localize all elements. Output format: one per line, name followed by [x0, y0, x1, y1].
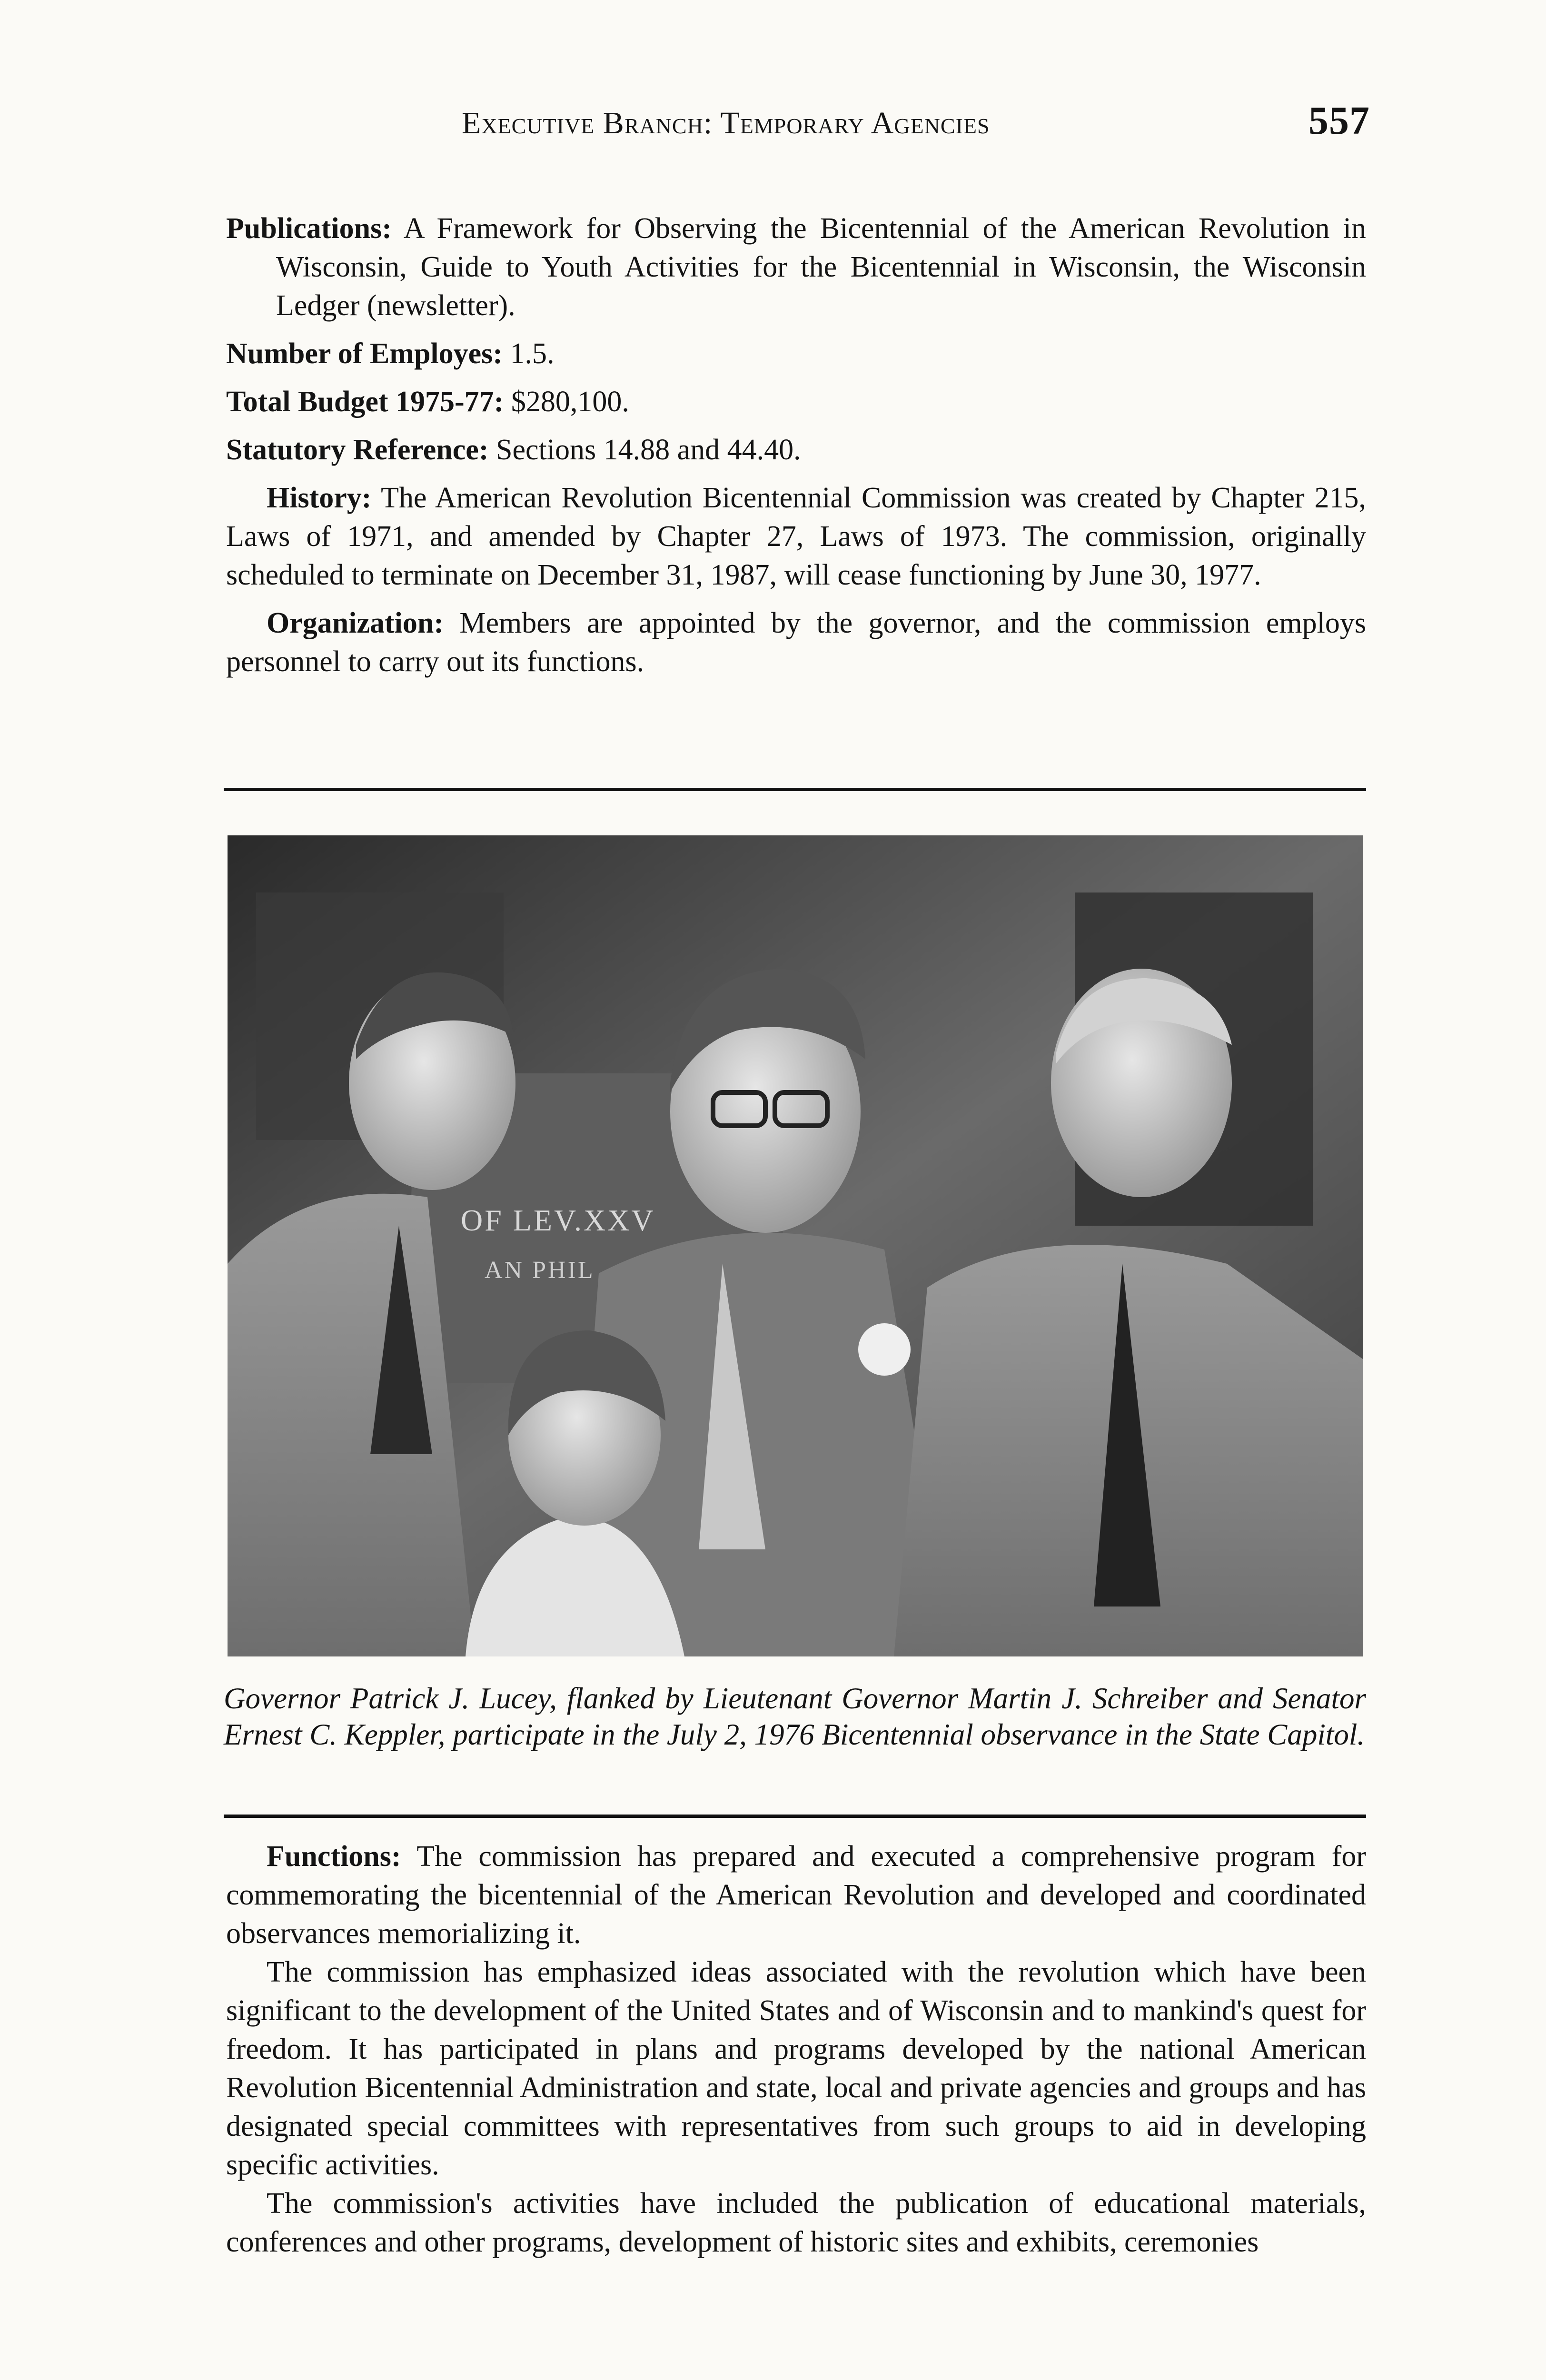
bell-inscription-1: OF LEV.XXV [461, 1203, 655, 1237]
functions-label: Functions: [267, 1840, 401, 1873]
bell-inscription-2: AN PHIL [485, 1257, 595, 1284]
organization-text: Members are appointed by the governor, and the commission employs personnel to carry out its functions. [226, 607, 1366, 678]
functions-section [226, 1837, 1366, 2261]
statutory-text: Sections 14.88 and 44.40. [496, 434, 801, 466]
bottom-rule [224, 1815, 1366, 1818]
budget-entry [226, 383, 1366, 421]
statutory-label: Statutory Reference: [226, 434, 489, 466]
history-entry [226, 479, 1366, 595]
agency-details [226, 209, 1366, 681]
running-head-title: Executive Branch: Temporary Agencies [462, 106, 990, 140]
employees-value: 1.5. [510, 337, 555, 370]
photograph [228, 835, 1363, 1656]
publications-label: Publications: [226, 212, 392, 245]
budget-value: $280,100. [511, 386, 629, 418]
functions-paragraph-1 [226, 1837, 1366, 1953]
top-rule [224, 788, 1366, 791]
statutory-entry [226, 431, 1366, 469]
photograph-illustration [228, 835, 1363, 1656]
publications-text: A Framework for Observing the Bicentennial of the American Revolution in Wisconsin, Guide to Youth Activities for the Bicentennial in Wisconsin, the Wisconsin Ledger (newsletter). [276, 212, 1366, 322]
publications-entry [226, 209, 1366, 325]
functions-paragraph-2: The commission has emphasized ideas associated with the revolution which have been significant to the development of the United States and of Wisconsin and to mankind's quest for freedom. It has participated in plans and programs developed by the national American Revolution Bicentennial Administration and state, local and private agencies and groups and has designated special committees with representatives from such groups to aid in developing specific activities. [226, 1956, 1366, 2181]
photo-caption: Governor Patrick J. Lucey, flanked by Lieutenant Governor Martin J. Schreiber and Senator Ernest C. Keppler, participate in the July 2, 1976 Bicentennial observance in the State Capitol. [224, 1682, 1366, 1751]
employees-label: Number of Employes: [226, 337, 503, 370]
organization-label: Organization: [267, 607, 444, 639]
history-text: The American Revolution Bicentennial Commission was created by Chapter 215, Laws of 1971, and amended by Chapter 27, Laws of 1973. The commission, originally scheduled to terminate on December 31, 1987, will cease functioning by June 30, 1977. [226, 482, 1366, 591]
organization-entry [226, 604, 1366, 681]
functions-paragraph-3: The commission's activities have included the publication of educational materials, conferences and other programs, development of historic sites and exhibits, ceremonies [226, 2187, 1366, 2258]
running-head [224, 98, 1370, 143]
page-number: 557 [1308, 99, 1370, 143]
employees-entry [226, 335, 1366, 373]
functions-text-1: The commission has prepared and executed a comprehensive program for commemorating the bicentennial of the American Revolution and developed and coordinated observances memorializing it. [226, 1840, 1367, 1950]
budget-label: Total Budget 1975-77: [226, 386, 504, 418]
history-label: History: [267, 482, 372, 514]
